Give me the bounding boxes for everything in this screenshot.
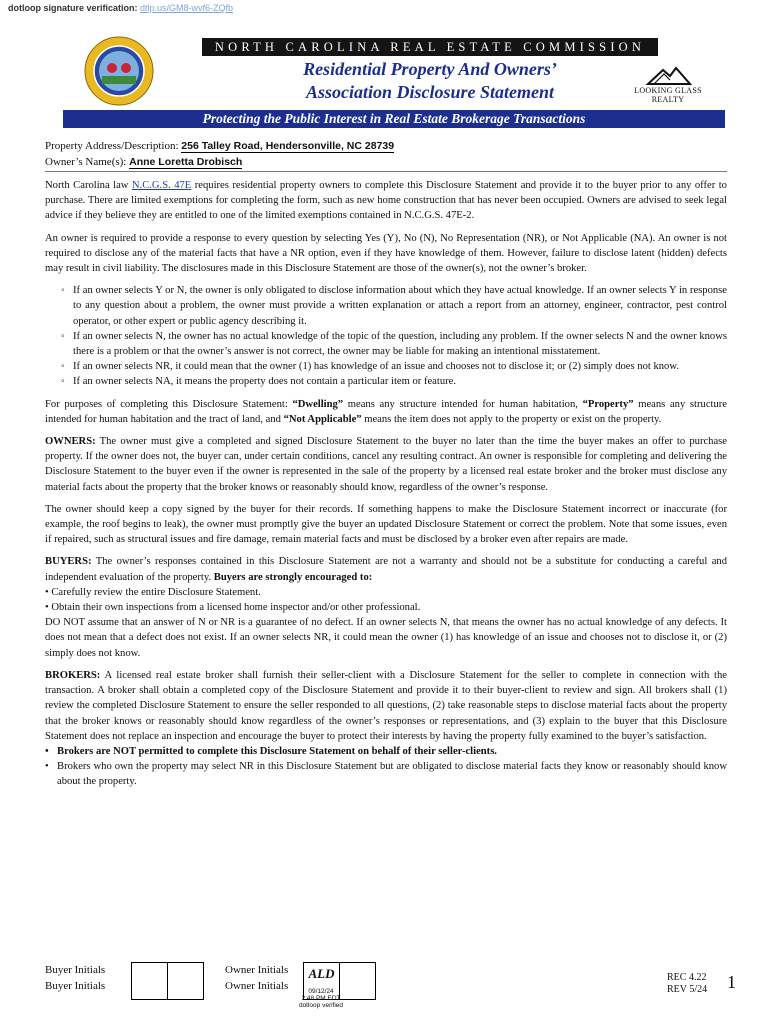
buyers-encouraged: Buyers are strongly encouraged to: xyxy=(213,571,373,583)
form-revision xyxy=(667,972,707,996)
list-item: ◦ If an owner selects NR, it could mean that the owner (1) has knowledge of an issue and chooses not to disclose it; or (2) simply does not know. xyxy=(73,359,727,374)
brokers-label: BROKERS: xyxy=(45,669,101,681)
signature-date: 09/12/24 xyxy=(308,988,334,995)
owners-text: The owner must give a completed and signed Disclosure Statement to the buyer no later than the time the buyer makes an offer to purchase property. If the owner does not, the buyer can, under certain conditions, cancel any resulting contract. An owner is responsible for completing and delivering the Disclosure Statement to the buyer even if the owner is represented in the sale of the property by a licensed real estate broker and the broker must disclose any material facts about the property that the broker knows or reasonably should know, regardless of the owner’s response. xyxy=(45,436,727,493)
owners-paragraph xyxy=(45,434,727,495)
def-property: “Property” xyxy=(582,398,634,410)
list-item: ◦ If an owner selects Y or N, the owner is only obligated to disclose information about which they have actual knowledge. If an owner selects Y in response to any question about a problem, the owner must provide a written explanation or attach a report from an attorney, engineer, contractor, pest control operator, or other expert or public agency describing it. xyxy=(73,283,727,329)
intro-text: North Carolina law xyxy=(45,180,132,191)
divider xyxy=(45,171,727,172)
buyers-warning: DO NOT assume that an answer of N or NR is a guarantee of no defect. If an owner selects N, that means the owner has no actual knowledge of any defects. It does not mean that a defect does not exist. If an owner selects NR, it could mean the owner (1) has knowledge of an issue and chooses not to disclose it, or (2) simply does not know. xyxy=(45,617,727,659)
buyers-bullet: • Obtain their own inspections from a licensed home inspector and/or other professional. xyxy=(45,602,421,614)
address-row xyxy=(45,138,727,154)
owner-initials-label: Owner Initials xyxy=(225,964,289,976)
brokerage-name: LOOKING GLASS REALTY xyxy=(634,86,702,104)
address-label: Property Address/Description: xyxy=(45,140,179,152)
list-item: • Brokers are NOT permitted to complete this Disclosure Statement on behalf of their seller-clients. xyxy=(45,744,727,759)
list-item: • Brokers who own the property may select NR in this Disclosure Statement but are obligated to disclose material facts they know or reasonably should know about the property. xyxy=(45,759,727,789)
tagline-bar: Protecting the Public Interest in Real Estate Brokerage Transactions xyxy=(63,110,725,128)
rev-code: REV 5/24 xyxy=(667,984,708,995)
buyers-paragraph xyxy=(45,554,727,660)
dotloop-verification xyxy=(8,3,233,13)
brokers-paragraph xyxy=(45,668,727,744)
buyers-text: The owner’s responses contained in this Disclosure Statement are not a warranty and should not be a substitute for conducting a careful and independent evaluation of the property. xyxy=(45,556,727,583)
def-text: means any structure intended for human habitation and the tract of land, and xyxy=(45,398,727,425)
owner-initials-label: Owner Initials xyxy=(225,980,289,992)
def-text: For purposes of completing this Disclosure Statement: xyxy=(45,398,293,410)
buyers-label: BUYERS: xyxy=(45,556,92,568)
owner-row xyxy=(45,154,727,170)
nc-seal-icon xyxy=(84,36,154,106)
signature-stamp xyxy=(291,988,351,1009)
buyer-initials-label: Buyer Initials xyxy=(45,964,106,976)
brokers-bullets xyxy=(45,744,727,790)
list-item: ◦ If an owner selects N, the owner has no actual knowledge of the topic of the question, including any problem. If the owner selects N and the owner knows there is a problem or that the owner’s answer is not correct, the owner may be liable for making an intentional misstatement. xyxy=(73,329,727,359)
owners-label: OWNERS: xyxy=(45,436,96,448)
form-title xyxy=(250,58,610,104)
intro-paragraph xyxy=(45,178,727,224)
initials-footer xyxy=(45,962,745,1022)
owner-initials-signature: ALD xyxy=(308,966,335,981)
brokers-text: A licensed real estate broker shall furnish their seller-client with a Disclosure Statement for the seller to complete in connection with the transaction. A broker shall obtain a completed copy of the Disclosure Statement and provide it to their buyer-client to review and sign. All brokers shall (1) review the completed Disclosure Statement to ensure the seller responded to all questions, (2) take reasonable steps to disclose material facts about the property that the broker knows or reasonably should know regardless of the owner’s responses or representations, and (3) explain to the buyer that this Disclosure Statement does not replace an inspection and encourage the buyer to protect their interests by having the property fully examined to the buyer’s satisfaction. xyxy=(45,669,727,742)
rec-code: REC 4.22 xyxy=(667,972,707,983)
verification-label: dotloop signature verification: xyxy=(8,3,138,13)
buyer-initials-label: Buyer Initials xyxy=(45,980,106,992)
def-not-applicable: “Not Applicable” xyxy=(283,413,362,425)
def-text: means the item does not apply to the property or exist on the property. xyxy=(361,413,662,425)
copy-paragraph: The owner should keep a copy signed by the buyer for their records. If something happens to make the Disclosure Statement incorrect or inaccurate (for example, the roof begins to leak), the owner must promptly give the buyer an updated Disclosure Statement or correct the problem. Note that some issues, even if repaired, such as structural issues and fire damage, remain material facts and must be disclosed by a broker even after repairs are made. xyxy=(45,503,727,546)
page-number: 1 xyxy=(727,972,736,992)
buyers-bullet: • Carefully review the entire Disclosure Statement. xyxy=(45,586,261,598)
verification-link[interactable]: dtlp.us/GM8-wvf6-ZQfb xyxy=(140,3,234,13)
property-info xyxy=(45,138,727,170)
response-bullets xyxy=(45,283,727,389)
list-item: ◦ If an owner selects NA, it means the property does not contain a particular item or feature. xyxy=(73,374,727,389)
statute-link[interactable]: N.C.G.S. 47E xyxy=(131,180,192,191)
title-line-1: Residential Property And Owners’ xyxy=(303,59,557,79)
buyer-initials-box-2[interactable] xyxy=(167,962,204,1000)
def-dwelling: “Dwelling” xyxy=(292,398,344,410)
buyer-initials-labels xyxy=(45,962,105,994)
owner-value[interactable]: Anne Loretta Drobisch xyxy=(129,156,243,168)
disclosure-body xyxy=(45,178,727,797)
owner-initials-labels xyxy=(225,962,288,994)
signature-time: 2:48 PM EDT xyxy=(301,995,341,1002)
def-text: means any structure intended for human habitation, xyxy=(343,398,583,410)
buyer-initials-box-1[interactable] xyxy=(131,962,168,1000)
signature-verified: dotloop verified xyxy=(298,1002,344,1009)
title-line-2: Association Disclosure Statement xyxy=(305,82,555,102)
definitions-paragraph xyxy=(45,397,727,427)
commission-banner: NORTH CAROLINA REAL ESTATE COMMISSION xyxy=(202,38,658,56)
owner-label: Owner’s Name(s): xyxy=(45,156,127,168)
address-value[interactable]: 256 Talley Road, Hendersonville, NC 28739 xyxy=(181,140,395,152)
intro-text-rest: requires residential property owners to complete this Disclosure Statement and provide it to the buyer prior to any offer to purchase. There are limited exemptions for completing the form, such as new home construction that has never been occupied. Owners are advised to seek legal advice if they believe they are entitled to one of the limited exemptions contained in N.C.G.S. 47E-2. xyxy=(45,180,727,222)
response-paragraph: An owner is required to provide a response to every question by selecting Yes (Y), No (N), No Representation (NR), or Not Applicable (NA). An owner is not required to disclose any of the material facts that have a NR option, even if they have knowledge of them. However, failure to disclose latent (hidden) defects may result in civil liability. The disclosures made in this Disclosure Statement are those of the owner(s), not the owner’s broker. xyxy=(45,232,727,275)
